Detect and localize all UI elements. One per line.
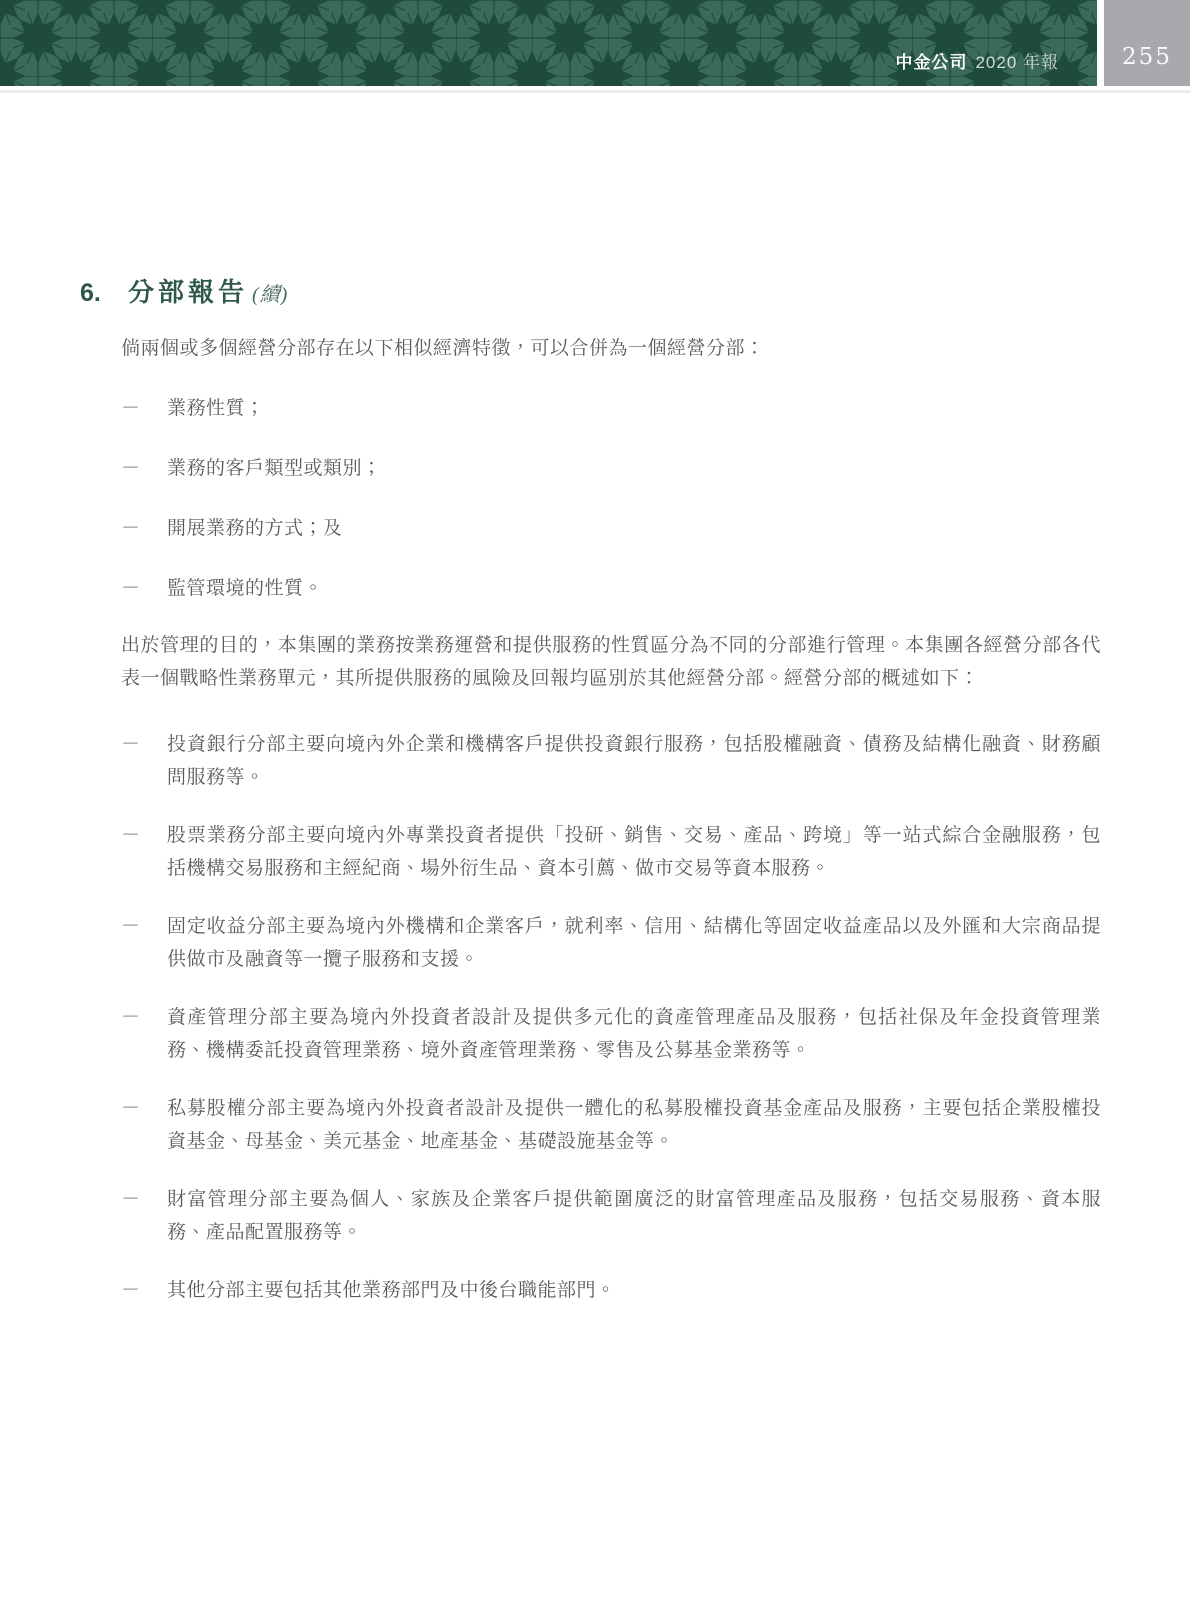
bullet-dash: － [121,825,141,846]
bullet-dash: － [121,1007,141,1028]
list-item [121,1274,1190,1307]
list-item [121,1092,1190,1158]
list-item [121,819,1190,885]
list-item [121,728,1190,794]
bullet-text: 其他分部主要包括其他業務部門及中後台職能部門。 [167,1280,616,1301]
segments-list [0,728,1190,1307]
section-title: 分部報告 [128,277,249,307]
page-number: 255 [1122,44,1172,70]
criteria-list [0,392,1190,605]
bullet-dash: － [121,1189,141,1210]
list-item [121,392,1190,425]
bullet-text: 業務性質； [167,398,265,419]
bullet-dash: － [121,398,141,419]
bullet-dash: － [121,1280,141,1301]
bullet-text: 財富管理分部主要為個人、家族及企業客戶提供範圍廣泛的財富管理產品及服務，包括交易服務、資本服務、產品配置服務等。 [167,1189,1101,1243]
section-heading [80,276,1190,311]
list-item [121,910,1190,976]
company-name: 中金公司 [895,53,968,72]
bullet-dash: － [121,518,141,539]
bullet-dash: － [121,458,141,479]
list-item [121,1183,1190,1249]
bullet-dash: － [121,734,141,755]
bullet-text: 開展業務的方式；及 [167,518,343,539]
list-item [121,512,1190,545]
bullet-text: 資產管理分部主要為境內外投資者設計及提供多元化的資產管理產品及服務，包括社保及年金投資管理業務、機構委託投資管理業務、境外資產管理業務、零售及公募基金業務等。 [167,1007,1101,1061]
bullet-text: 股票業務分部主要向境內外專業投資者提供「投研、銷售、交易、產品、跨境」等一站式綜合金融服務，包括機構交易服務和主經紀商、場外衍生品、資本引薦、做市交易等資本服務。 [167,825,1101,879]
report-year: 2020 年報 [975,53,1059,72]
bullet-dash: － [121,578,141,599]
section-title-suffix: (續) [252,284,289,306]
bullet-dash: － [121,1098,141,1119]
list-item [121,452,1190,485]
bullet-text: 私募股權分部主要為境內外投資者設計及提供一體化的私募股權投資基金產品及服務，主要包括企業股權投資基金、母基金、美元基金、地產基金、基礎設施基金等。 [167,1098,1101,1152]
bullet-text: 固定收益分部主要為境內外機構和企業客戶，就利率、信用、結構化等固定收益產品以及外匯和大宗商品提供做市及融資等一攬子服務和支援。 [167,916,1101,970]
list-item [121,572,1190,605]
bullet-text: 監管環境的性質。 [167,578,324,599]
intro-paragraph: 倘兩個或多個經營分部存在以下相似經濟特徵，可以合併為一個經營分部： [121,338,765,359]
management-paragraph: 出於管理的目的，本集團的業務按業務運營和提供服務的性質區分為不同的分部進行管理。本集團各經營分部各代表一個戰略性業務單元，其所提供服務的風險及回報均區別於其他經營分部。經營分部的概述如下： [121,635,1101,689]
bullet-text: 業務的客戶類型或類別； [167,458,382,479]
list-item [121,1001,1190,1067]
bullet-text: 投資銀行分部主要向境內外企業和機構客戶提供投資銀行服務，包括股權融資、債務及結構化融資、財務顧問服務等。 [167,734,1101,788]
bullet-dash: － [121,916,141,937]
section-number: 6. [80,279,101,307]
